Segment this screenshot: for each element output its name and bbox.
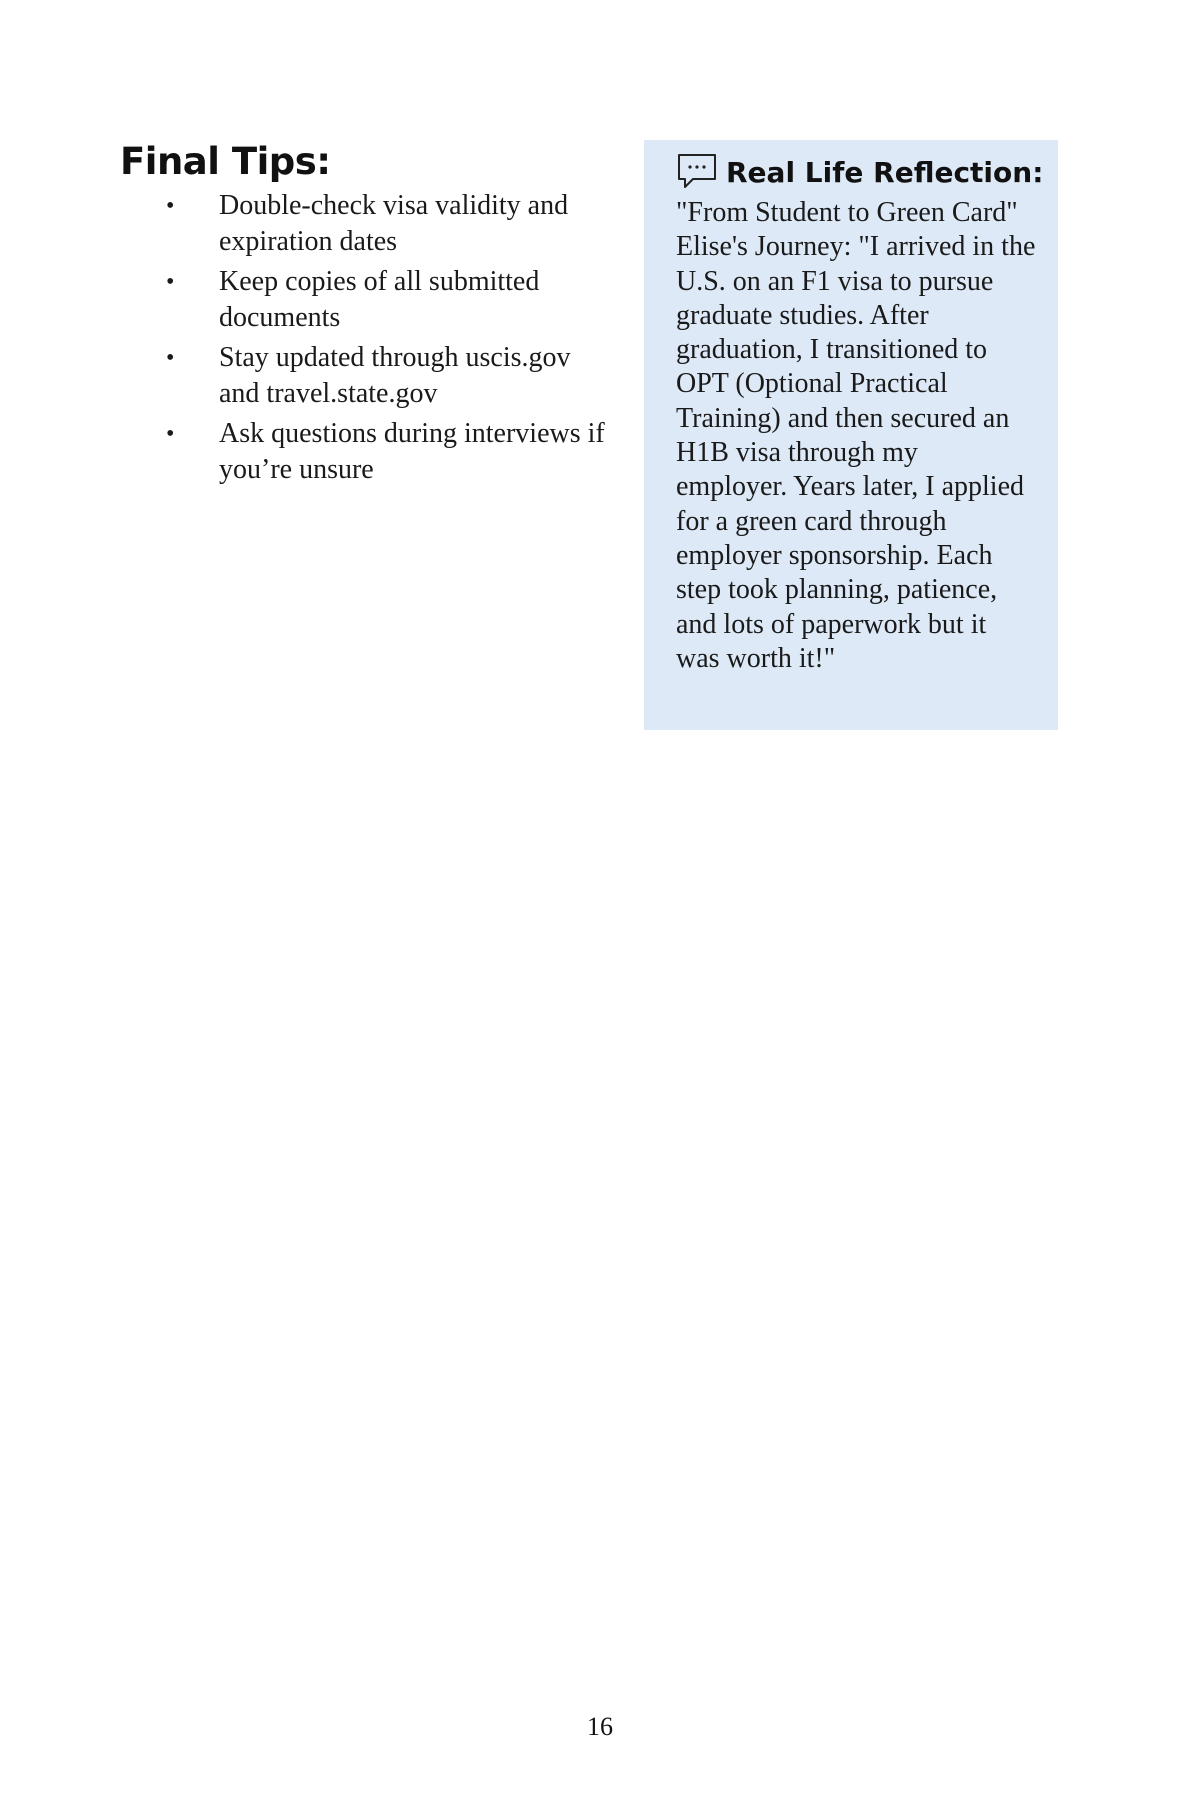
- page-number: 16: [587, 1712, 613, 1741]
- tip-text: Keep copies of all submitted documents: [219, 266, 540, 333]
- reflection-header: [676, 150, 1044, 196]
- bullet-icon: •: [166, 193, 175, 219]
- final-tips-list: [120, 188, 610, 488]
- chat-bubble-icon: [676, 152, 718, 192]
- reflection-title: Real Life Reflection:: [726, 156, 1044, 189]
- final-tips-section: [120, 140, 610, 492]
- bullet-icon: •: [166, 421, 175, 447]
- bullet-icon: •: [166, 345, 175, 371]
- list-item: [120, 416, 610, 488]
- tip-text: Double-check visa validity and expiration dates: [219, 190, 569, 257]
- tip-text: Stay updated through uscis.gov and travel.state.gov: [219, 342, 571, 409]
- tip-text: Ask questions during interviews if you’re unsure: [219, 418, 605, 485]
- list-item: [120, 340, 610, 412]
- list-item: [120, 188, 610, 260]
- reflection-body: "From Student to Green Card" Elise's Journey: "I arrived in the U.S. on an F1 visa to pursue graduate studies. After graduation, I transitioned to OPT (Optional Practical Training) and then secured an H1B visa through my employer. Years later, I applied for a green card through employer sponsorship. Each step took planning, patience, and lots of paperwork but it was worth it!": [676, 197, 1036, 674]
- final-tips-heading: Final Tips:: [120, 140, 331, 183]
- list-item: [120, 264, 610, 336]
- real-life-reflection-box: [644, 140, 1058, 730]
- bullet-icon: •: [166, 269, 175, 295]
